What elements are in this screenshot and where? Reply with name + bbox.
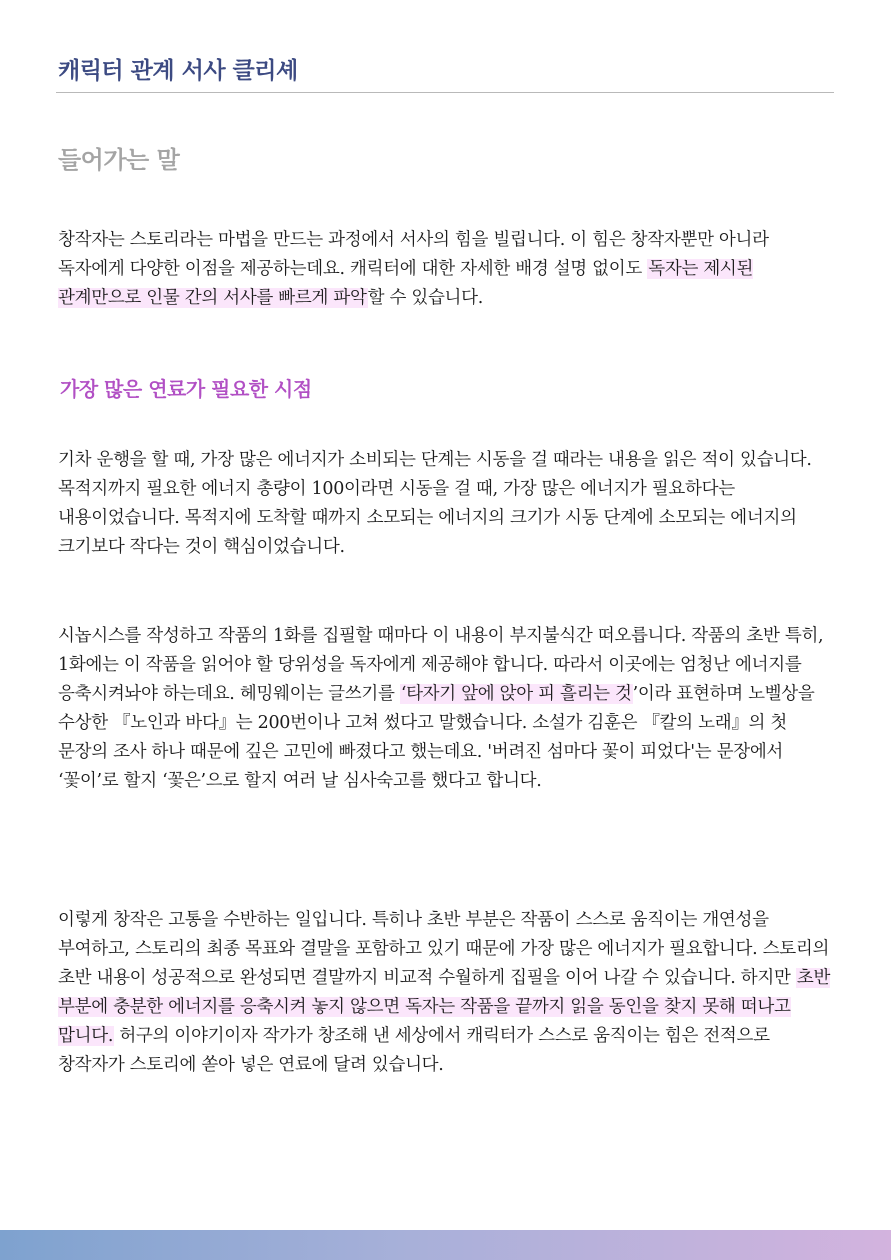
subheading: 가장 많은 연료가 필요한 시점 [60, 377, 312, 401]
paragraph-synopsis-text-end: ’이라 표현하며 노벨상을 수상한 『노인과 바다』는 200번이나 고쳐 썼다고 말했습니다. 소설가 김훈은 『칼의 노래』의 첫 문장의 조사 하나 때문에 깊은 고민에 빠졌다고 했는데요. '버려진 섬마다 꽃이 피었다'는 문장에서 ‘꽃이’로 할지 ‘꽃은’으로 할지 여러 날 심사숙고를 했다고 합니다. [58, 684, 815, 791]
paragraph-synopsis [58, 622, 834, 796]
paragraph-intro-text-end: 할 수 있습니다. [367, 288, 484, 308]
highlighted-phrase: ‘타자기 앞에 앉아 피 흘리는 것 [400, 684, 632, 704]
header-divider [56, 92, 834, 93]
highlighted-phrase: 초반 부분에 충분한 에너지를 응축시켜 놓지 않으면 독자는 작품을 끝까지 읽을 동인을 찾지 못해 떠나고 맙니다. [58, 968, 831, 1046]
paragraph-train: 기차 운행을 할 때, 가장 많은 에너지가 소비되는 단계는 시동을 걸 때라는 내용을 읽은 적이 있습니다. 목적지까지 필요한 에너지 총량이 100이라면 시동을 걸 때, 가장 많은 에너지가 필요하다는 내용이었습니다. 목적지에 도착할 때까지 소모되는 에너지의 크기가 시동 단계에 소모되는 에너지의 크기보다 작다는 것이 핵심이었습니다. [58, 450, 812, 557]
footer-gradient-bar [0, 1230, 891, 1260]
highlighted-phrase: 독자는 제시된 관계만으로 인물 간의 서사를 빠르게 파악 [58, 259, 754, 308]
document-title: 캐릭터 관계 서사 클리셰 [58, 58, 298, 84]
section-title: 들어가는 말 [58, 146, 180, 174]
paragraph-synopsis-text: 시놉시스를 작성하고 작품의 1화를 집필할 때마다 이 내용이 부지불식간 떠오릅니다. 작품의 초반 특히, 1화에는 이 작품을 읽어야 할 당위성을 독자에게 제공해야 합니다. 따라서 이곳에는 엄청난 에너지를 응축시켜놔야 하는데요. 헤밍웨이는 글쓰기를 [58, 626, 824, 704]
paragraph-intro-text: 창작자는 스토리라는 마법을 만드는 과정에서 서사의 힘을 빌립니다. 이 힘은 창작자뿐만 아니라 독자에게 다양한 이점을 제공하는데요. 캐릭터에 대한 자세한 배경 설명 없이도 [58, 230, 769, 279]
paragraph-creation-text: 이렇게 창작은 고통을 수반하는 일입니다. 특히나 초반 부분은 작품이 스스로 움직이는 개연성을 부여하고, 스토리의 최종 목표와 결말을 포함하고 있기 때문에 가장 많은 에너지가 필요합니다. 스토리의 초반 내용이 성공적으로 완성되면 결말까지 비교적 수월하게 집필을 이어 나갈 수 있습니다. 하지만 [58, 910, 830, 988]
paragraph-intro [58, 226, 834, 313]
paragraph-creation-text-end: 허구의 이야기이자 작가가 창조해 낸 세상에서 캐릭터가 스스로 움직이는 힘은 전적으로 창작자가 스토리에 쏟아 넣은 연료에 달려 있습니다. [58, 1026, 770, 1075]
paragraph-creation [58, 906, 834, 1080]
